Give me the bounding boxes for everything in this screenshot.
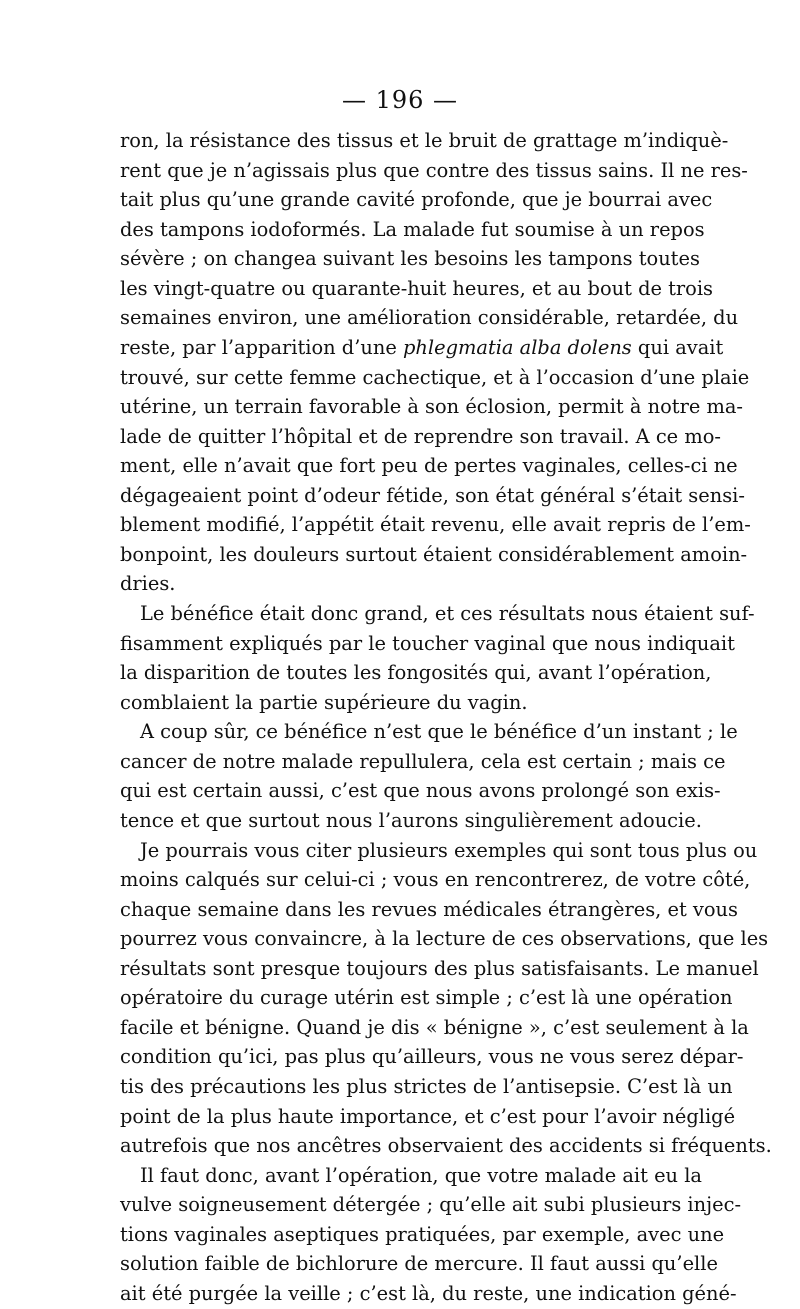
page-number: — 196 — [341, 86, 459, 114]
text-line: pourrez vous convaincre, à la lecture de ces observations, que les [120, 927, 769, 951]
text-line: blement modifié, l’appétit était revenu, elle avait repris de l’em- [120, 513, 751, 537]
text-segment: qui avait [631, 335, 724, 359]
text-line: des tampons iodoformés. La malade fut soumise à un repos [120, 217, 705, 241]
text-line: Le bénéfice était donc grand, et ces résultats nous étaient suf- [140, 602, 755, 625]
text-line: les vingt-quatre ou quarante-huit heures, et au bout de trois [120, 276, 714, 300]
text-line: lade de quitter l’hôpital et de reprendre son travail. A ce mo- [120, 424, 721, 448]
text-line: vulve soigneusement détergée ; qu’elle ait subi plusieurs injec- [120, 1193, 742, 1217]
body-text [120, 126, 772, 1309]
italic-term: phlegmatia alba dolens [403, 335, 632, 359]
text-line: utérine, un terrain favorable à son éclosion, permit à notre ma- [120, 395, 743, 419]
text-segment: reste, par l’apparition d’une [120, 335, 403, 359]
text-line: ment, elle n’avait que fort peu de pertes vaginales, celles-ci ne [120, 454, 738, 478]
text-line [120, 333, 724, 363]
text-line: fisamment expliqués par le toucher vaginal que nous indiquait [120, 631, 735, 655]
text-line: chaque semaine dans les revues médicales étrangères, et vous [120, 897, 738, 921]
text-line: condition qu’ici, pas plus qu’ailleurs, vous ne vous serez dépar- [120, 1045, 744, 1069]
text-line: point de la plus haute importance, et c’est pour l’avoir négligé [120, 1104, 736, 1128]
text-line: Il faut donc, avant l’opération, que votre malade ait eu la [140, 1163, 702, 1187]
text-line: trouvé, sur cette femme cachectique, et à l’occasion d’une plaie [120, 365, 750, 389]
text-line: Je pourrais vous citer plusieurs exemples qui sont tous plus ou [140, 838, 758, 862]
text-line: opératoire du curage utérin est simple ; c’est là une opération [120, 986, 733, 1010]
text-line: facile et bénigne. Quand je dis « bénigne », c’est seulement à la [120, 1015, 749, 1039]
text-line: semaines environ, une amélioration considérable, retardée, du [120, 306, 739, 330]
text-line: cancer de notre malade repullulera, cela est certain ; mais ce [120, 749, 726, 773]
text-line: ron, la résistance des tissus et le bruit de grattage m’indiquè- [120, 129, 729, 152]
text-line: tait plus qu’une grande cavité profonde, que je bourrai avec [120, 188, 713, 212]
text-line: A coup sûr, ce bénéfice n’est que le bénéfice d’un instant ; le [140, 720, 738, 744]
text-line: comblaient la partie supérieure du vagin. [120, 690, 528, 714]
text-line: bonpoint, les douleurs surtout étaient considérablement amoin- [120, 542, 748, 566]
text-line: sévère ; on changea suivant les besoins les tampons toutes [120, 247, 700, 271]
text-line: dries. [120, 572, 176, 596]
text-line: autrefois que nos ancêtres observaient des accidents si fréquents. [120, 1134, 772, 1158]
text-line: moins calqués sur celui-ci ; vous en rencontrerez, de votre côté, [120, 868, 751, 892]
text-line: tence et que surtout nous l’aurons singulièrement adoucie. [120, 808, 702, 832]
text-line: solution faible de bichlorure de mercure. Il faut aussi qu’elle [120, 1252, 718, 1276]
text-line: tions vaginales aseptiques pratiquées, par exemple, avec une [120, 1222, 725, 1246]
text-line: dégageaient point d’odeur fétide, son état général s’était sensi- [120, 483, 745, 507]
text-line: la disparition de toutes les fongosités qui, avant l’opération, [120, 661, 712, 685]
text-line: tis des précautions les plus strictes de l’antisepsie. C’est là un [120, 1075, 733, 1098]
text-line: rent que je n’agissais plus que contre des tissus sains. Il ne res- [120, 158, 748, 182]
text-line: ait été purgée la veille ; c’est là, du reste, une indication géné- [120, 1281, 737, 1305]
text-line: qui est certain aussi, c’est que nous avons prolongé son exis- [120, 779, 721, 803]
text-line: résultats sont presque toujours des plus satisfaisants. Le manuel [120, 956, 759, 980]
